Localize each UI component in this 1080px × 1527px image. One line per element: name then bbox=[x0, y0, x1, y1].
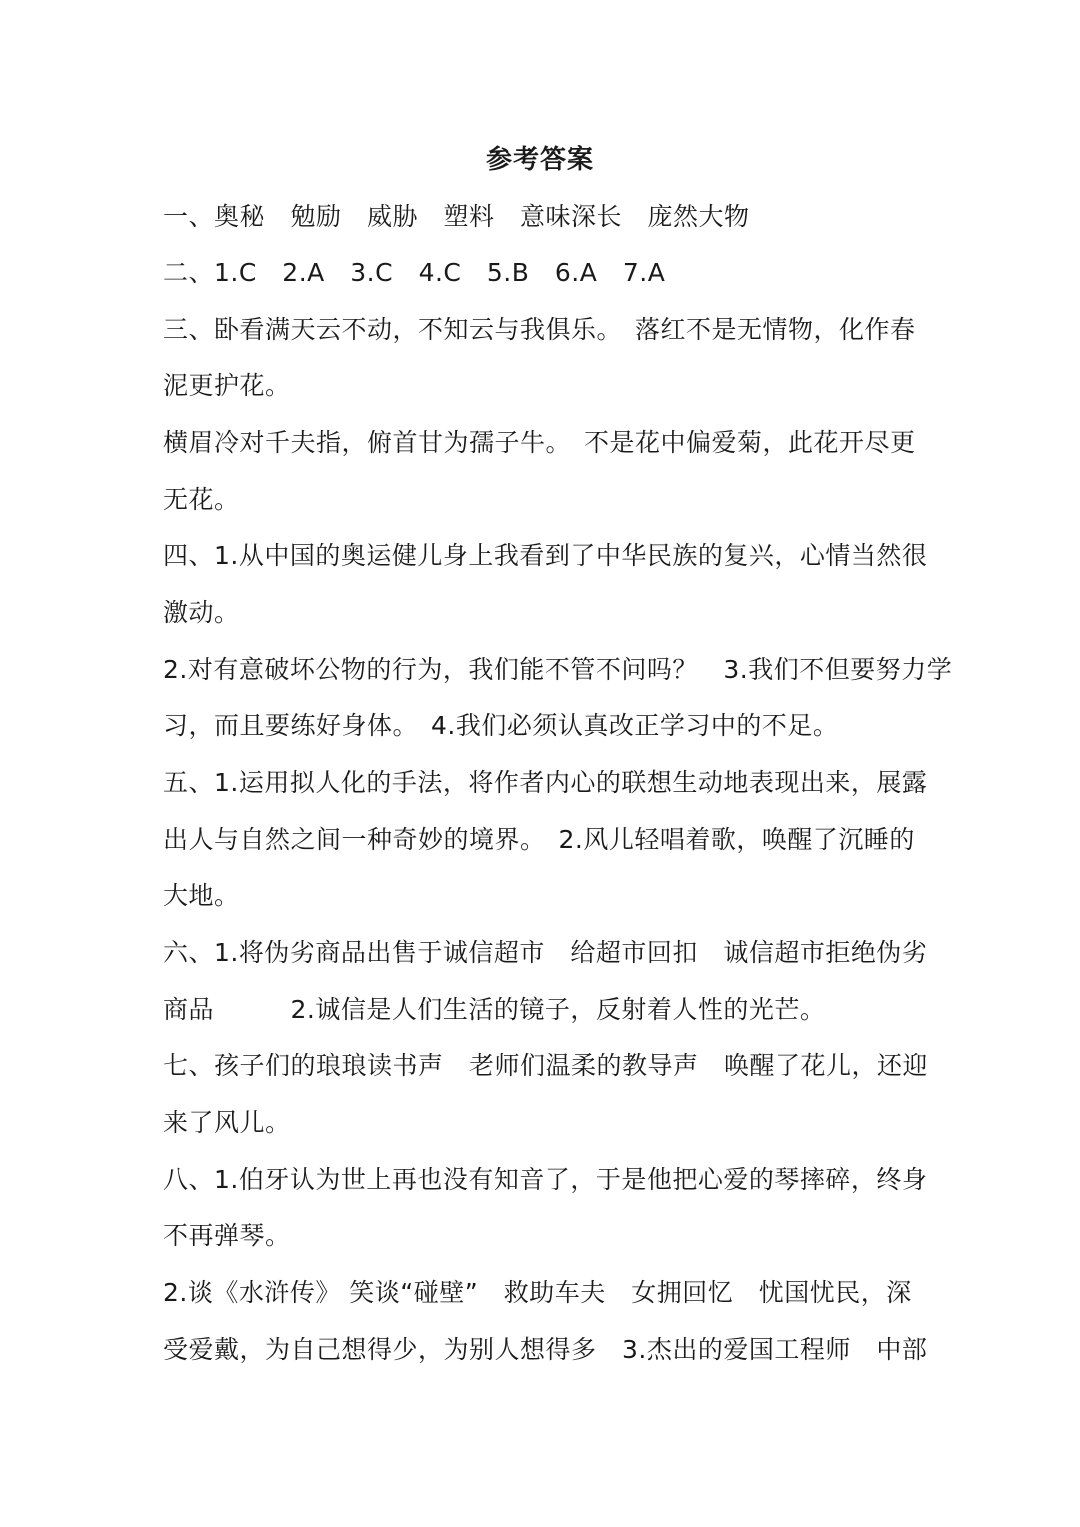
answer-line: 横眉冷对千夫指，俯首甘为孺子牛。 不是花中偏爱菊，此花开尽更 bbox=[163, 428, 916, 457]
answer-line: 不再弹琴。 bbox=[163, 1221, 291, 1250]
answer-line: 商品 2.诚信是人们生活的镜子，反射着人性的光芒。 bbox=[163, 995, 826, 1024]
answer-line: 出人与自然之间一种奇妙的境界。 2.风儿轻唱着歌，唤醒了沉睡的 bbox=[163, 825, 915, 854]
answer-line: 2.对有意破坏公物的行为，我们能不管不问吗？ 3.我们不但要努力学 bbox=[163, 655, 953, 684]
answer-line: 来了风儿。 bbox=[163, 1108, 291, 1137]
answer-line: 三、卧看满天云不动，不知云与我俱乐。 落红不是无情物，化作春 bbox=[163, 315, 916, 344]
answer-line: 一、奥秘 勉励 威胁 塑料 意味深长 庞然大物 bbox=[163, 202, 750, 231]
answer-line: 八、1.伯牙认为世上再也没有知音了，于是他把心爱的琴摔碎，终身 bbox=[163, 1165, 928, 1194]
answer-line: 六、1.将伪劣商品出售于诚信超市 给超市回扣 诚信超市拒绝伪劣 bbox=[163, 938, 928, 967]
answer-line: 五、1.运用拟人化的手法，将作者内心的联想生动地表现出来，展露 bbox=[163, 768, 928, 797]
answer-line: 受爱戴，为自己想得少，为别人想得多 3.杰出的爱国工程师 中部 bbox=[163, 1335, 928, 1364]
answer-line: 七、孩子们的琅琅读书声 老师们温柔的教导声 唤醒了花儿，还迎 bbox=[163, 1051, 929, 1080]
answer-line: 二、1.C 2.A 3.C 4.C 5.B 6.A 7.A bbox=[163, 258, 666, 287]
answer-line: 2.谈《水浒传》 笑谈“碰壁” 救助车夫 女拥回忆 忧国忧民，深 bbox=[163, 1278, 912, 1307]
page-title: 参考答案 bbox=[485, 145, 594, 175]
answer-line: 四、1.从中国的奥运健儿身上我看到了中华民族的复兴，心情当然很 bbox=[163, 541, 928, 570]
answer-line: 激动。 bbox=[163, 598, 240, 627]
answer-line: 无花。 bbox=[163, 485, 240, 514]
answer-line: 大地。 bbox=[163, 881, 240, 910]
answer-line: 习，而且要练好身体。 4.我们必须认真改正学习中的不足。 bbox=[163, 711, 839, 740]
answer-line: 泥更护花。 bbox=[163, 371, 291, 400]
